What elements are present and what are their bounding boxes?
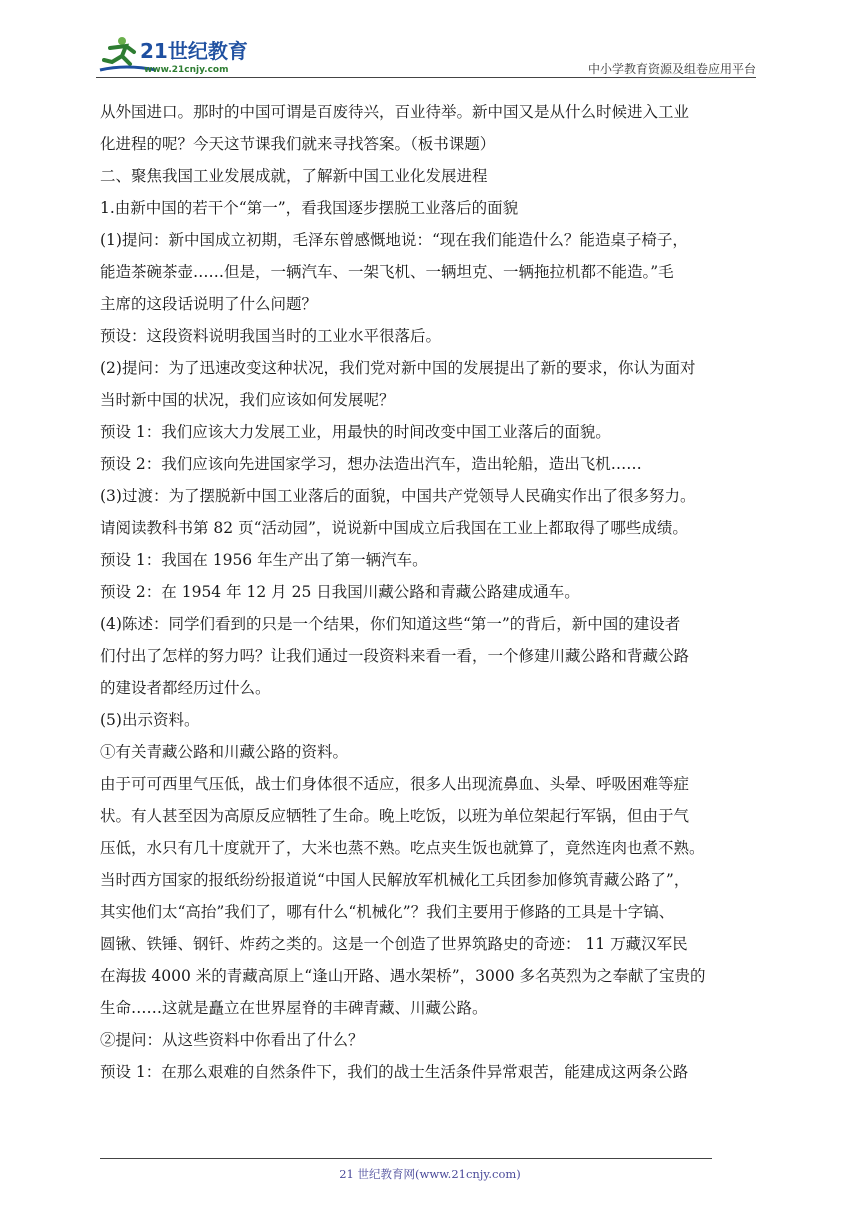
text-line: 其实他们太“高抬”我们了，哪有什么“机械化”？我们主要用于修路的工具是十字镐、 bbox=[100, 903, 675, 921]
text-line: 二、聚焦我国工业发展成就，了解新中国工业化发展进程 bbox=[100, 167, 488, 185]
text-line: 预设 2：在 1954 年 12 月 25 日我国川藏公路和青藏公路建成通车。 bbox=[100, 583, 580, 601]
text-line: 请阅读教科书第 82 页“活动园”，说说新中国成立后我国在工业上都取得了哪些成绩。 bbox=[100, 519, 688, 537]
text-line: (3)过渡：为了摆脱新中国工业落后的面貌，中国共产党领导人民确实作出了很多努力。 bbox=[100, 487, 696, 505]
text-line: 预设：这段资料说明我国当时的工业水平很落后。 bbox=[100, 327, 442, 345]
logo bbox=[96, 34, 266, 76]
text-line: 们付出了怎样的努力吗？让我们通过一段资料来看一看，一个修建川藏公路和背藏公路 bbox=[100, 647, 690, 665]
logo-main-text: 21世纪教育 bbox=[140, 39, 248, 63]
text-line: 从外国进口。那时的中国可谓是百废待兴，百业待举。新中国又是从什么时候进入工业 bbox=[100, 103, 690, 121]
text-line: 预设 2：我们应该向先进国家学习，想办法造出汽车，造出轮船，造出飞机…… bbox=[100, 455, 642, 473]
footer-divider bbox=[100, 1158, 712, 1159]
text-line: (1)提问：新中国成立初期，毛泽东曾感慨地说：“现在我们能造什么？能造桌子椅子， bbox=[100, 231, 688, 249]
text-line: 状。有人甚至因为高原反应牺牲了生命。晚上吃饭，以班为单位架起行军锅，但由于气 bbox=[100, 807, 690, 825]
text-line: (2)提问：为了迅速改变这种状况，我们党对新中国的发展提出了新的要求，你认为面对 bbox=[100, 359, 696, 377]
text-line: 能造茶碗茶壶……但是，一辆汽车、一架飞机、一辆坦克、一辆拖拉机都不能造。”毛 bbox=[100, 263, 674, 281]
page-header bbox=[96, 30, 756, 78]
text-line: 主席的这段话说明了什么问题？ bbox=[100, 295, 318, 313]
text-line: (4)陈述：同学们看到的只是一个结果，你们知道这些“第一”的背后，新中国的建设者 bbox=[100, 615, 681, 633]
text-line: 当时新中国的状况，我们应该如何发展呢？ bbox=[100, 391, 395, 409]
text-line: (5)出示资料。 bbox=[100, 711, 200, 729]
text-line: 的建设者都经历过什么。 bbox=[100, 679, 271, 697]
text-line: ①有关青藏公路和川藏公路的资料。 bbox=[100, 743, 349, 761]
text-line: 预设 1：在那么艰难的自然条件下，我们的战士生活条件异常艰苦，能建成这两条公路 bbox=[100, 1063, 689, 1081]
text-line: 生命……这就是矗立在世界屋脊的丰碑青藏、川藏公路。 bbox=[100, 999, 488, 1017]
text-line: 由于可可西里气压低，战士们身体很不适应，很多人出现流鼻血、头晕、呼吸困难等症 bbox=[100, 775, 690, 793]
document-body bbox=[100, 96, 764, 1088]
platform-label: 中小学教育资源及组卷应用平台 bbox=[587, 62, 756, 76]
text-line: 1.由新中国的若干个“第一”，看我国逐步摆脱工业落后的面貌 bbox=[100, 199, 519, 217]
logo-url-text: www.21cnjy.com bbox=[144, 65, 229, 75]
text-line: 预设 1：我们应该大力发展工业，用最快的时间改变中国工业落后的面貌。 bbox=[100, 423, 611, 441]
text-line: 当时西方国家的报纸纷纷报道说“中国人民解放军机械化工兵团参加修筑青藏公路了”， bbox=[100, 871, 690, 889]
text-line: 压低，水只有几十度就开了，大米也蒸不熟。吃点夹生饭也就算了，竟然连肉也煮不熟。 bbox=[100, 839, 705, 857]
text-line: ②提问：从这些资料中你看出了什么？ bbox=[100, 1031, 364, 1049]
text-line: 预设 1：我国在 1956 年生产出了第一辆汽车。 bbox=[100, 551, 428, 569]
footer-text: 21 世纪教育网(www.21cnjy.com) bbox=[339, 1167, 521, 1181]
header-divider bbox=[96, 77, 756, 78]
text-line: 圆锹、铁锤、钢钎、炸药之类的。这是一个创造了世界筑路史的奇迹： 11 万藏汉军民 bbox=[100, 935, 688, 953]
text-line: 在海拔 4000 米的青藏高原上“逢山开路、遇水架桥”，3000 多名英烈为之奉献了宝贵的 bbox=[100, 967, 706, 985]
text-line: 化进程的呢？今天这节课我们就来寻找答案。（板书课题） bbox=[100, 135, 496, 153]
